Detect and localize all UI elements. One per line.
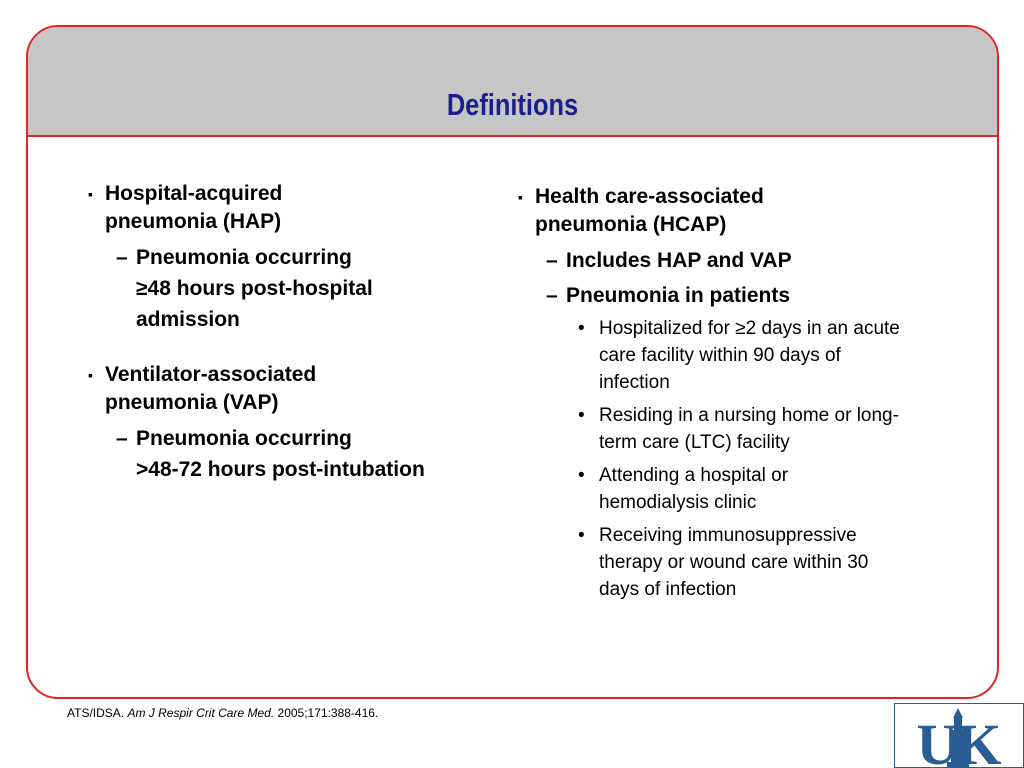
- list-item: [518, 315, 968, 396]
- square-bullet-icon: ▪: [88, 367, 93, 383]
- item-line: Attending a hospital or: [599, 465, 789, 486]
- hcap-line-2: pneumonia (HCAP): [535, 213, 727, 236]
- hap-def-line-2: ≥48 hours post-hospital: [136, 277, 373, 300]
- citation: [67, 706, 378, 720]
- hap-def-line-3: admission: [136, 308, 240, 331]
- list-item: [518, 402, 968, 456]
- hap-def-line-1: Pneumonia occurring: [136, 246, 352, 269]
- dash-bullet-icon: –: [116, 246, 128, 269]
- bullet-hap: [88, 180, 498, 236]
- dash-bullet-icon: –: [546, 284, 558, 307]
- dot-bullet-icon: •: [578, 465, 585, 486]
- vap-def-line-1: Pneumonia occurring: [136, 427, 352, 450]
- dot-bullet-icon: •: [578, 525, 585, 546]
- item-line: Receiving immunosuppressive: [599, 525, 857, 546]
- slide-title: Definitions: [446, 87, 579, 122]
- list-item: [518, 462, 968, 516]
- university-logo-icon: [894, 703, 1024, 768]
- bullet-vap: [88, 361, 498, 417]
- item-line: days of infection: [599, 579, 737, 600]
- uk-logo-graphic: [895, 704, 1024, 768]
- item-line: care facility within 90 days of: [599, 345, 841, 366]
- dash-bullet-icon: –: [546, 249, 558, 272]
- item-line: hemodialysis clinic: [599, 492, 757, 513]
- vap-line-1: Ventilator-associated: [105, 363, 317, 386]
- logo-letters: UK: [916, 712, 1000, 768]
- hap-line-2: pneumonia (HAP): [105, 210, 282, 233]
- hcap-sub-text: Includes HAP and VAP: [566, 249, 792, 272]
- left-column: [88, 180, 498, 485]
- vap-def-line-2: >48-72 hours post-intubation: [136, 458, 425, 481]
- vap-definition: [88, 423, 498, 485]
- list-item: [518, 522, 968, 603]
- hcap-sub-includes: [518, 245, 968, 276]
- citation-journal: Am J Respir Crit Care Med.: [127, 706, 275, 720]
- right-column: [518, 183, 968, 603]
- square-bullet-icon: ▪: [518, 189, 523, 205]
- dot-bullet-icon: •: [578, 405, 585, 426]
- citation-details: 2005;171:388-416.: [277, 706, 379, 720]
- vap-line-2: pneumonia (VAP): [105, 391, 279, 414]
- item-line: Residing in a nursing home or long-: [599, 405, 899, 426]
- citation-prefix: ATS/IDSA.: [67, 706, 125, 720]
- hcap-sub-patients: [518, 280, 968, 311]
- item-line: term care (LTC) facility: [599, 432, 790, 453]
- item-line: infection: [599, 372, 670, 393]
- hap-line-1: Hospital-acquired: [105, 182, 283, 205]
- hcap-sub-text: Pneumonia in patients: [566, 284, 791, 307]
- square-bullet-icon: ▪: [88, 186, 93, 202]
- hap-definition: [88, 242, 498, 335]
- item-line: therapy or wound care within 30: [599, 552, 869, 573]
- dash-bullet-icon: –: [116, 427, 128, 450]
- hcap-line-1: Health care-associated: [535, 185, 764, 208]
- item-line: Hospitalized for ≥2 days in an acute: [599, 318, 900, 339]
- bullet-hcap: [518, 183, 968, 239]
- dot-bullet-icon: •: [578, 318, 585, 339]
